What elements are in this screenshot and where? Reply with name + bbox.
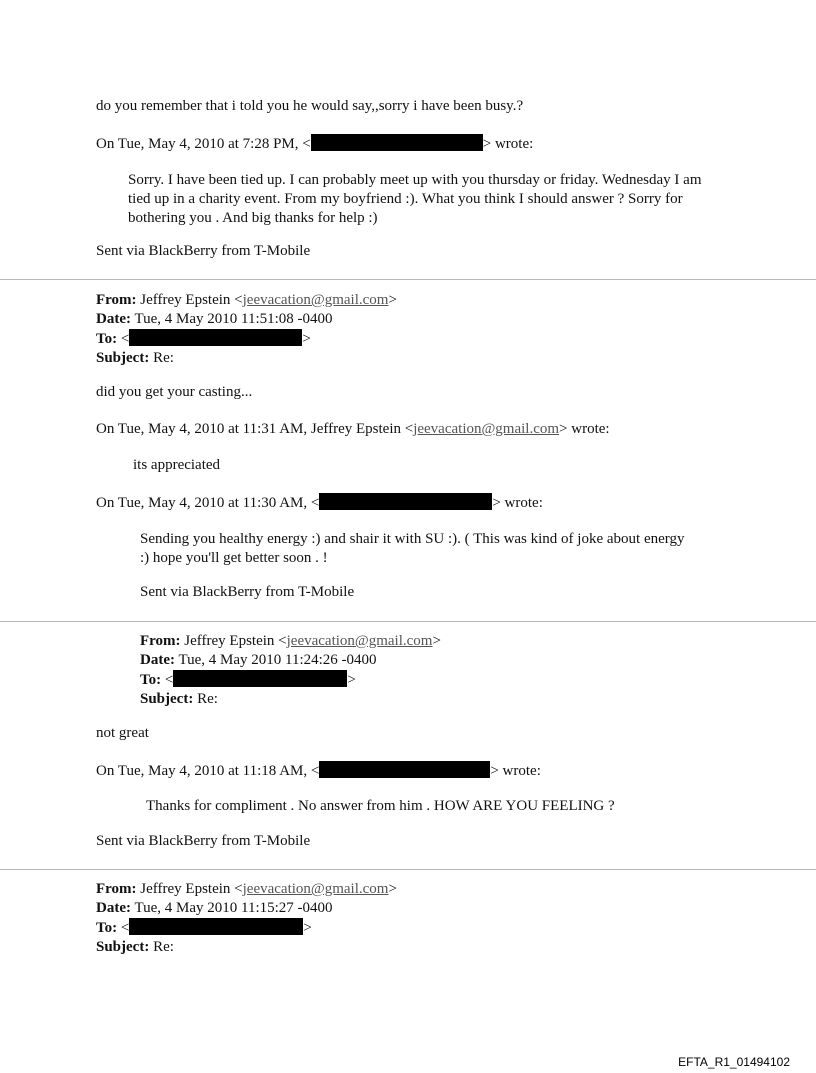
bracket: < bbox=[164, 672, 174, 688]
subject-line bbox=[96, 349, 397, 368]
attribution-prefix: On Tue, May 4, 2010 at 11:31 AM, Jeffrey Epstein < bbox=[96, 421, 414, 437]
attribution-prefix: On Tue, May 4, 2010 at 11:18 AM, < bbox=[96, 763, 320, 779]
bracket: > bbox=[303, 920, 312, 936]
from-label: From: bbox=[96, 292, 137, 308]
attribution-prefix: On Tue, May 4, 2010 at 11:30 AM, < bbox=[96, 495, 320, 511]
redaction-box bbox=[173, 670, 347, 687]
quoted-message: its appreciated bbox=[133, 457, 221, 473]
bracket: > bbox=[388, 292, 397, 308]
bracket: > bbox=[302, 331, 311, 347]
date-label: Date: bbox=[96, 900, 131, 916]
divider bbox=[0, 869, 816, 870]
from-line bbox=[96, 880, 397, 899]
date-label: Date: bbox=[140, 652, 175, 668]
quote-attribution bbox=[96, 761, 541, 781]
date-line bbox=[96, 310, 397, 329]
signature: Sent via BlackBerry from T-Mobile bbox=[96, 833, 311, 849]
to-line bbox=[96, 918, 397, 938]
email-header bbox=[96, 880, 397, 957]
subject-value: Re: bbox=[153, 350, 174, 366]
sender-name: Jeffrey Epstein < bbox=[184, 633, 287, 649]
signature: Sent via BlackBerry from T-Mobile bbox=[96, 243, 311, 259]
message-line: do you remember that i told you he would say,,sorry i have been busy.? bbox=[96, 98, 524, 114]
bracket: < bbox=[120, 331, 130, 347]
divider bbox=[0, 621, 816, 622]
attribution-suffix: > wrote: bbox=[490, 763, 541, 779]
from-line bbox=[96, 291, 397, 310]
quoted-message: Thanks for compliment . No answer from him . HOW ARE YOU FEELING ? bbox=[146, 798, 615, 814]
email-header bbox=[96, 291, 397, 368]
to-label: To: bbox=[140, 672, 162, 688]
to-label: To: bbox=[96, 331, 118, 347]
sender-email-link[interactable]: jeevacation@gmail.com bbox=[242, 881, 389, 897]
subject-value: Re: bbox=[197, 691, 218, 707]
signature: Sent via BlackBerry from T-Mobile bbox=[140, 584, 355, 600]
message-line: did you get your casting... bbox=[96, 384, 253, 400]
date-line bbox=[140, 651, 441, 670]
quoted-message: Sending you healthy energy :) and shair it with SU :). ( This was kind of joke about energy :) hope you'll get better soon . ! bbox=[140, 531, 685, 566]
sender-name: Jeffrey Epstein < bbox=[140, 292, 243, 308]
attribution-prefix: On Tue, May 4, 2010 at 7:28 PM, < bbox=[96, 136, 311, 152]
document-id: EFTA_R1_01494102 bbox=[678, 1055, 790, 1069]
from-label: From: bbox=[140, 633, 181, 649]
subject-line bbox=[140, 690, 441, 709]
subject-label: Subject: bbox=[140, 691, 194, 707]
attribution-suffix: > wrote: bbox=[559, 421, 610, 437]
to-line bbox=[96, 329, 397, 349]
email-header bbox=[140, 632, 441, 709]
sender-name: Jeffrey Epstein < bbox=[140, 881, 243, 897]
subject-line bbox=[96, 938, 397, 957]
date-value: Tue, 4 May 2010 11:15:27 -0400 bbox=[134, 900, 333, 916]
quote-attribution bbox=[96, 493, 543, 513]
message-line: not great bbox=[96, 725, 149, 741]
bracket: > bbox=[347, 672, 356, 688]
bracket: > bbox=[388, 881, 397, 897]
subject-label: Subject: bbox=[96, 939, 150, 955]
to-label: To: bbox=[96, 920, 118, 936]
quote-attribution bbox=[96, 134, 533, 154]
bracket: < bbox=[120, 920, 130, 936]
attribution-suffix: > wrote: bbox=[492, 495, 543, 511]
divider bbox=[0, 279, 816, 280]
sender-email-link[interactable]: jeevacation@gmail.com bbox=[413, 421, 560, 437]
redaction-box bbox=[311, 134, 483, 151]
redaction-box bbox=[129, 329, 302, 346]
redaction-box bbox=[129, 918, 303, 935]
date-value: Tue, 4 May 2010 11:24:26 -0400 bbox=[178, 652, 377, 668]
sender-email-link[interactable]: jeevacation@gmail.com bbox=[242, 292, 389, 308]
redaction-box bbox=[319, 493, 492, 510]
subject-label: Subject: bbox=[96, 350, 150, 366]
from-label: From: bbox=[96, 881, 137, 897]
date-value: Tue, 4 May 2010 11:51:08 -0400 bbox=[134, 311, 333, 327]
quoted-message: Sorry. I have been tied up. I can probably meet up with you thursday or friday. Wednesday I am tied up in a charity event. From my boyfriend :). What you think I should answer ? Sorry for bothering you . And big thanks for help :) bbox=[128, 172, 702, 226]
redaction-box bbox=[319, 761, 490, 778]
bracket: > bbox=[432, 633, 441, 649]
from-line bbox=[140, 632, 441, 651]
subject-value: Re: bbox=[153, 939, 174, 955]
date-line bbox=[96, 899, 397, 918]
sender-email-link[interactable]: jeevacation@gmail.com bbox=[286, 633, 433, 649]
attribution-suffix: > wrote: bbox=[482, 136, 534, 152]
quote-attribution bbox=[96, 420, 610, 439]
to-line bbox=[140, 670, 441, 690]
date-label: Date: bbox=[96, 311, 131, 327]
